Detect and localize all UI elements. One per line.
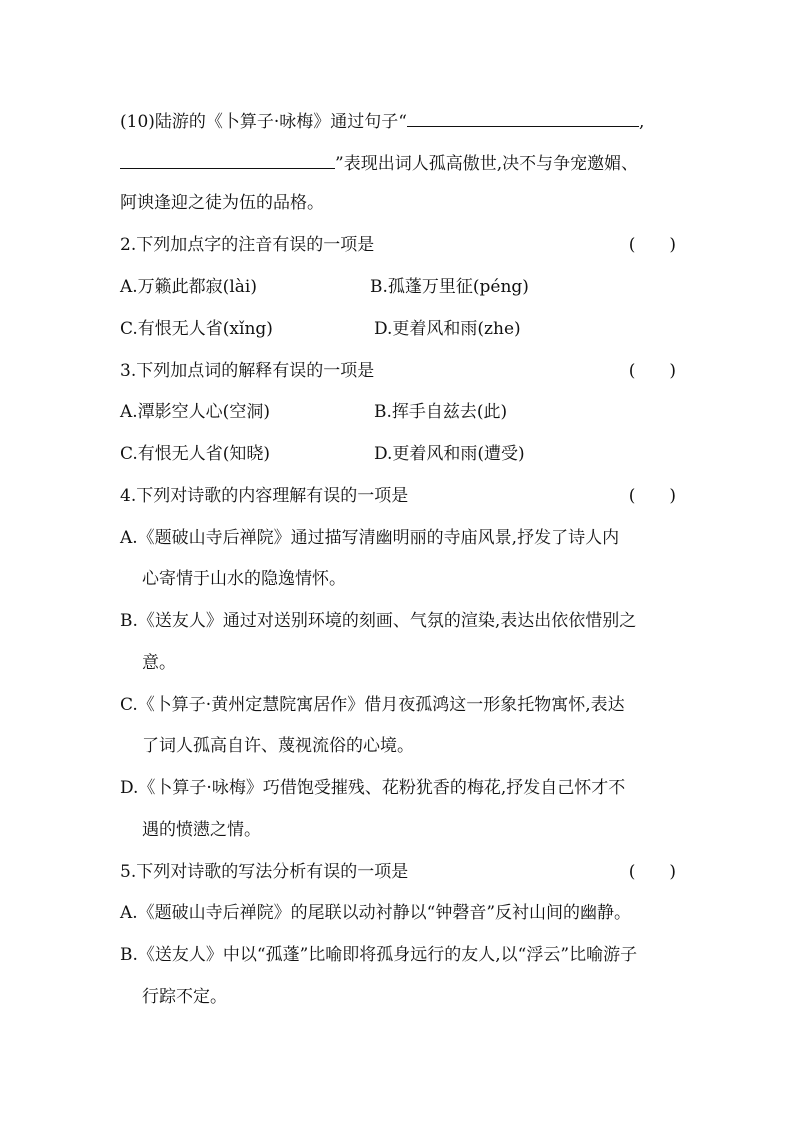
q2-option-d: D.更着风和雨(zhe) (374, 319, 521, 339)
q2-stem: 2.下列加点字的注音有误的一项是 (120, 235, 375, 255)
q4-option-a-line2: 心寄情于山水的隐逸情怀。 (142, 569, 346, 589)
q4-option-b-line2: 意。 (142, 653, 176, 673)
q5-option-a-line1: A.《题破山寺后禅院》的尾联以动衬静以“钟磬音”反衬山间的幽静。 (120, 903, 632, 923)
q3-stem: 3.下列加点词的解释有误的一项是 (120, 361, 375, 381)
q5-answer-paren[interactable]: ( ) (628, 862, 676, 882)
q3-stem-line (120, 359, 676, 383)
q4-option-c-line1: C.《卜算子·黄州定慧院寓居作》借月夜孤鸿这一形象托物寓怀,表达 (120, 695, 625, 715)
answer-blank-1[interactable] (407, 108, 639, 127)
q3-options-row2 (120, 442, 676, 466)
q3-answer-paren[interactable]: ( ) (628, 361, 676, 381)
item10-line1 (120, 108, 676, 134)
q3-option-d: D.更着风和雨(遭受) (374, 444, 525, 464)
item10-prefix: (10)陆游的《卜算子·咏梅》通过句子“ (120, 112, 407, 132)
q5-stem: 5.下列对诗歌的写法分析有误的一项是 (120, 862, 409, 882)
q4-stem: 4.下列对诗歌的内容理解有误的一项是 (120, 486, 409, 506)
q2-option-c: C.有恨无人省(xǐng) (120, 319, 273, 339)
q5-stem-line (120, 860, 676, 884)
q3-option-a: A.潭影空人心(空洞) (120, 402, 270, 422)
q2-options-row1 (120, 275, 676, 299)
q3-option-b: B.挥手自兹去(此) (374, 402, 508, 422)
q4-option-d-line1: D.《卜算子·咏梅》巧借饱受摧残、花粉犹香的梅花,抒发自己怀才不 (120, 778, 626, 798)
q4-option-a-line1: A.《题破山寺后禅院》通过描写清幽明丽的寺庙风景,抒发了诗人内 (120, 528, 620, 548)
q2-options-row2 (120, 317, 676, 341)
q4-option-d-line2: 遇的愤懑之情。 (142, 820, 261, 840)
q2-option-a: A.万籁此都寂(lài) (120, 277, 257, 297)
q5-option-b-line1: B.《送友人》中以“孤蓬”比喻即将孤身远行的友人,以“浮云”比喻游子 (120, 945, 638, 965)
answer-blank-2[interactable] (120, 150, 335, 169)
item10-line3: 阿谀逢迎之徒为伍的品格。 (120, 193, 324, 213)
q2-option-b: B.孤蓬万里征(péng) (370, 277, 529, 297)
q2-answer-paren[interactable]: ( ) (628, 235, 676, 255)
q4-option-c-line2: 了词人孤高自许、蔑视流俗的心境。 (142, 736, 414, 756)
item10-line2 (120, 150, 676, 176)
q4-option-b-line1: B.《送友人》通过对送别环境的刻画、气氛的渲染,表达出依依惜别之 (120, 611, 637, 631)
q3-options-row1 (120, 400, 676, 424)
q5-option-b-line2: 行踪不定。 (142, 987, 227, 1007)
q4-stem-line (120, 484, 676, 508)
item10-comma: , (639, 112, 645, 132)
q2-stem-line (120, 233, 676, 257)
q4-answer-paren[interactable]: ( ) (628, 486, 676, 506)
item10-mid: ”表现出词人孤高傲世,决不与争宠邀媚、 (335, 154, 639, 174)
q3-option-c: C.有恨无人省(知晓) (120, 444, 271, 464)
